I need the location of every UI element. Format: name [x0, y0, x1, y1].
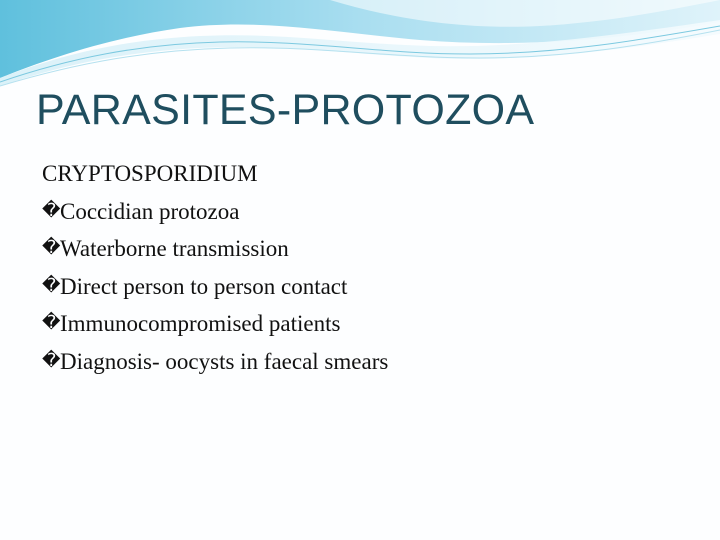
bullet-text: Direct person to person contact [60, 273, 348, 299]
bullet-text: Immunocompromised patients [60, 311, 341, 336]
bullet-replacement-glyph-icon: � [42, 312, 61, 334]
bullet-replacement-glyph-icon: � [42, 237, 61, 259]
bullet-item [42, 193, 702, 231]
bullet-replacement-glyph-icon: � [42, 199, 61, 221]
slide-body [42, 155, 702, 380]
bullet-item [42, 343, 702, 381]
bullet-replacement-glyph-icon: � [42, 274, 61, 296]
bullet-text: Diagnosis- oocysts in faecal smears [60, 348, 389, 374]
bullet-text: Coccidian protozoa [60, 198, 240, 224]
bullet-item [42, 230, 702, 268]
bullet-item [42, 305, 702, 343]
slide-title: PARASITES-PROTOZOA [36, 86, 535, 134]
bullet-replacement-glyph-icon: � [42, 349, 61, 371]
header-wave-decoration [0, 0, 720, 90]
section-heading: CRYPTOSPORIDIUM [42, 161, 258, 186]
bullet-item [42, 268, 702, 306]
bullet-text: Waterborne transmission [60, 236, 289, 261]
